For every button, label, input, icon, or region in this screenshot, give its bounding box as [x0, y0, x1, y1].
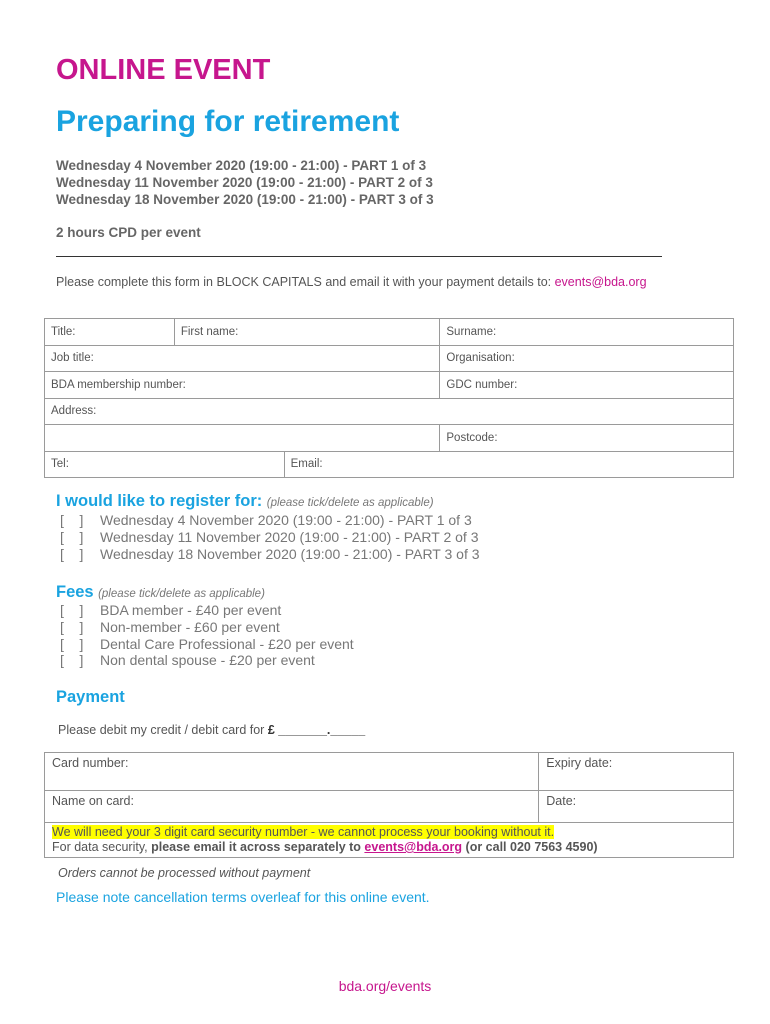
surname-field[interactable]: Surname:: [440, 319, 734, 346]
checkbox[interactable]: [ ]: [60, 652, 84, 669]
footer-link[interactable]: bda.org/events: [338, 978, 432, 994]
security-email-link[interactable]: events@bda.org: [364, 840, 463, 854]
register-option-3[interactable]: [ ] Wednesday 18 November 2020 (19:00 - 21:00) - PART 3 of 3: [60, 545, 480, 562]
date-field[interactable]: Date:: [539, 791, 734, 823]
debit-amount-line[interactable]: Please debit my credit / debit card for £ _______._____: [58, 723, 366, 737]
event-dates: [56, 157, 434, 208]
name-on-card-field[interactable]: Name on card:: [45, 791, 539, 823]
event-date-2: Wednesday 11 November 2020 (19:00 - 21:00) - PART 2 of 3: [56, 175, 433, 190]
fees-hint: (please tick/delete as applicable): [98, 588, 265, 600]
debit-amount-field[interactable]: £ _______._____: [267, 723, 366, 737]
register-hint: (please tick/delete as applicable): [266, 497, 434, 509]
bda-number-field[interactable]: BDA membership number:: [45, 372, 440, 399]
security-note: We will need your 3 digit card security number - we cannot process your booking without it.: [52, 825, 555, 839]
register-heading: I would like to register for:: [56, 492, 263, 510]
payment-form: [44, 752, 734, 858]
fee-option-1[interactable]: [ ] BDA member - £40 per event: [60, 602, 282, 618]
tel-field[interactable]: Tel:: [45, 451, 285, 478]
cpd-note: 2 hours CPD per event: [56, 225, 201, 240]
job-title-field[interactable]: Job title:: [45, 345, 440, 372]
register-option-2[interactable]: [ ] Wednesday 11 November 2020 (19:00 - 21:00) - PART 2 of 3: [60, 528, 479, 545]
register-options: [60, 512, 480, 562]
cancellation-note: Please note cancellation terms overleaf for this online event.: [56, 889, 430, 905]
checkbox[interactable]: [ ]: [60, 545, 84, 562]
checkbox[interactable]: [ ]: [60, 512, 84, 528]
checkbox[interactable]: [ ]: [60, 602, 84, 618]
postcode-field[interactable]: Postcode:: [440, 425, 734, 452]
address-field[interactable]: Address:: [45, 398, 734, 425]
checkbox[interactable]: [ ]: [60, 528, 84, 545]
organisation-field[interactable]: Organisation:: [440, 345, 734, 372]
fee-option-3[interactable]: [ ] Dental Care Professional - £20 per event: [60, 635, 354, 652]
fees-heading: Fees: [56, 583, 94, 601]
title-field[interactable]: Title:: [45, 319, 175, 346]
fee-option-4[interactable]: [ ] Non dental spouse - £20 per event: [60, 652, 315, 669]
register-option-1[interactable]: [ ] Wednesday 4 November 2020 (19:00 - 21:00) - PART 1 of 3: [60, 512, 472, 528]
instructions-email-link[interactable]: events@bda.org: [554, 275, 647, 289]
details-form: [44, 318, 734, 478]
fee-options: [60, 602, 354, 669]
first-name-field[interactable]: First name:: [174, 319, 440, 346]
checkbox[interactable]: [ ]: [60, 618, 84, 635]
email-field[interactable]: Email:: [284, 451, 733, 478]
page-title: Preparing for retirement: [56, 105, 400, 138]
gdc-number-field[interactable]: GDC number:: [440, 372, 734, 399]
fees-heading-row: [56, 583, 265, 602]
card-number-field[interactable]: Card number:: [45, 753, 539, 791]
fee-option-2[interactable]: [ ] Non-member - £60 per event: [60, 618, 280, 635]
instructions-text: Please complete this form in BLOCK CAPITALS and email it with your payment details to:: [56, 275, 555, 289]
event-date-1: Wednesday 4 November 2020 (19:00 - 21:00) - PART 1 of 3: [56, 158, 427, 173]
security-notice: We will need your 3 digit card security number - we cannot process your booking without it. For data security, please email it across separately to events@bda.org (or call 020 7563 4590): [45, 823, 734, 858]
expiry-date-field[interactable]: Expiry date:: [539, 753, 734, 791]
event-date-3: Wednesday 18 November 2020 (19:00 - 21:00) - PART 3 of 3: [56, 192, 434, 207]
address-field-continued[interactable]: [45, 425, 440, 452]
orders-note: Orders cannot be processed without payment: [58, 866, 311, 880]
instructions: [56, 275, 647, 289]
divider: [56, 256, 662, 257]
payment-heading: Payment: [56, 688, 125, 706]
event-type-heading: ONLINE EVENT: [56, 54, 271, 86]
register-heading-row: [56, 492, 434, 511]
checkbox[interactable]: [ ]: [60, 635, 84, 652]
